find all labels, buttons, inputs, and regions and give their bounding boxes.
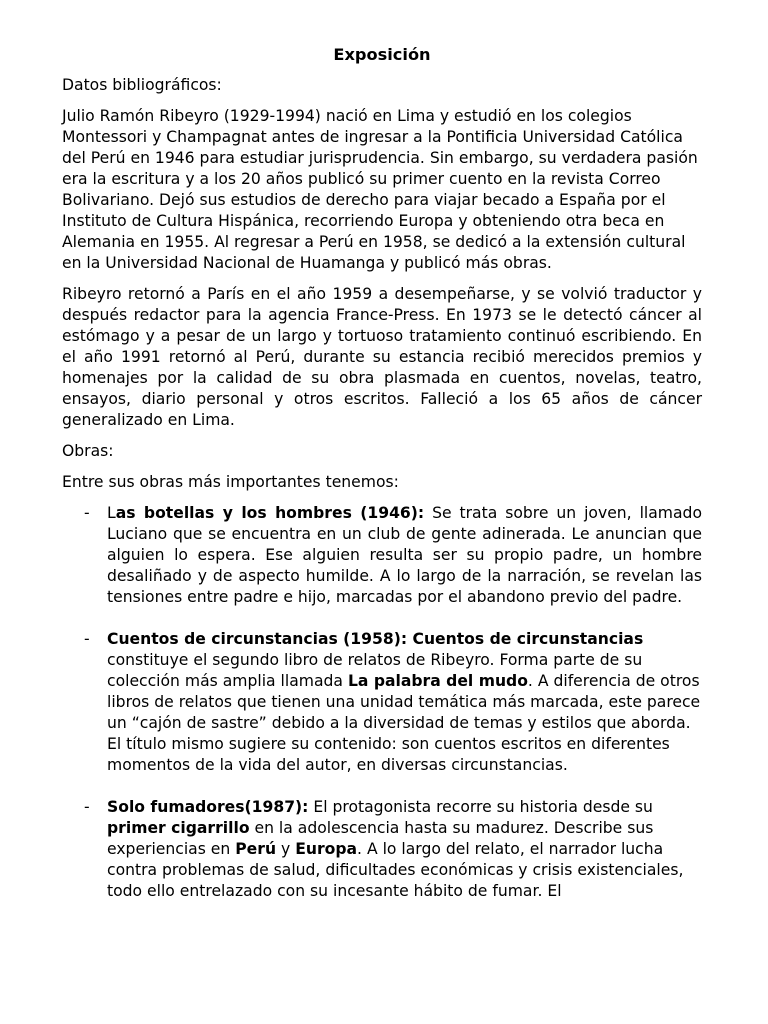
work-description: constituye el segundo libro de relatos de Ribeyro. Forma parte de su colección más amplia llamada: [107, 651, 643, 690]
section-heading-bio: Datos bibliográficos:: [62, 76, 222, 94]
work-title: Solo fumadores(1987):: [107, 798, 309, 816]
list-item: [62, 629, 702, 776]
work-description-end: . A lo largo del relato, el narrador lucha contra problemas de salud, dificultades económicas y crisis existenciales, todo ello entrelazado con su incesante hábito de fumar. El: [107, 840, 684, 900]
list-bullet: -: [84, 504, 90, 522]
emphasis-text: primer cigarrillo: [107, 819, 250, 837]
work-title: as botellas y los hombres (1946):: [115, 504, 425, 522]
list-item: [62, 797, 702, 902]
work-title: Cuentos de circunstancias (1958): Cuentos de circunstancias: [107, 630, 644, 648]
collection-title: La palabra del mudo: [347, 672, 528, 690]
works-list: [62, 503, 702, 902]
work-description-cont: . A diferencia de otros libros de relatos que tienen una unidad temática más marcada, este parece un “cajón de sastre” debido a la diversidad de temas y estilos que aborda. El título mismo sugiere su contenido: son cuentos escritos en diferentes momentos de la vida del autor, en diversas circunstancias.: [107, 672, 701, 774]
list-bullet: -: [84, 630, 90, 648]
list-bullet: -: [84, 798, 90, 816]
work-description: El protagonista recorre su historia desde su: [308, 798, 653, 816]
bio-paragraph-1: Julio Ramón Ribeyro (1929-1994) nació en Lima y estudió en los colegios Montessori y Champagnat antes de ingresar a la Pontificia Universidad Católica del Perú en 1946 para estudiar jurisprudencia. Sin embargo, su verdadera pasión era la escritura y a los 20 años publicó su primer cuento en la revista Correo Bolivariano. Dejó sus estudios de derecho para viajar becado a España por el Instituto de Cultura Hispánica, recorriendo Europa y obteniendo otra beca en Alemania en 1955. Al regresar a Perú en 1958, se dedicó a la extensión cultural en la Universidad Nacional de Huamanga y publicó más obras.: [62, 107, 698, 272]
emphasis-place: Europa: [295, 840, 358, 858]
emphasis-place: Perú: [235, 840, 277, 858]
work-description-cont: en la adolescencia hasta su madurez. Describe sus experiencias en: [107, 819, 654, 858]
page-title: Exposición: [333, 45, 431, 64]
work-title-initial: L: [107, 504, 116, 522]
section-heading-obras: Obras:: [62, 442, 114, 460]
bio-paragraph-2: Ribeyro retornó a París en el año 1959 a desempeñarse, y se volvió traductor y después redactor para la agencia France-Press. En 1973 se le detectó cáncer al estómago y a pesar de un largo y tortuoso tratamiento continuó escribiendo. En el año 1991 retornó al Perú, durante su estancia recibió merecidos premios y homenajes por la calidad de su obra plasmada en cuentos, novelas, teatro, ensayos, diario personal y otros escritos. Falleció a los 65 años de cáncer generalizado en Lima.: [62, 285, 702, 429]
conjunction-text: y: [276, 840, 296, 858]
list-item: [62, 503, 702, 608]
work-description: Se trata sobre un joven, llamado Luciano que se encuentra en un club de gente adinerada. Le anuncian que alguien lo espera. Ese alguien resulta ser su propio padre, un hombre desaliñado y de aspecto humilde. A lo largo de la narración, se revelan las tensiones entre padre e hijo, marcadas por el abandono previo del padre.: [107, 504, 702, 606]
obras-intro: Entre sus obras más importantes tenemos:: [62, 473, 399, 491]
